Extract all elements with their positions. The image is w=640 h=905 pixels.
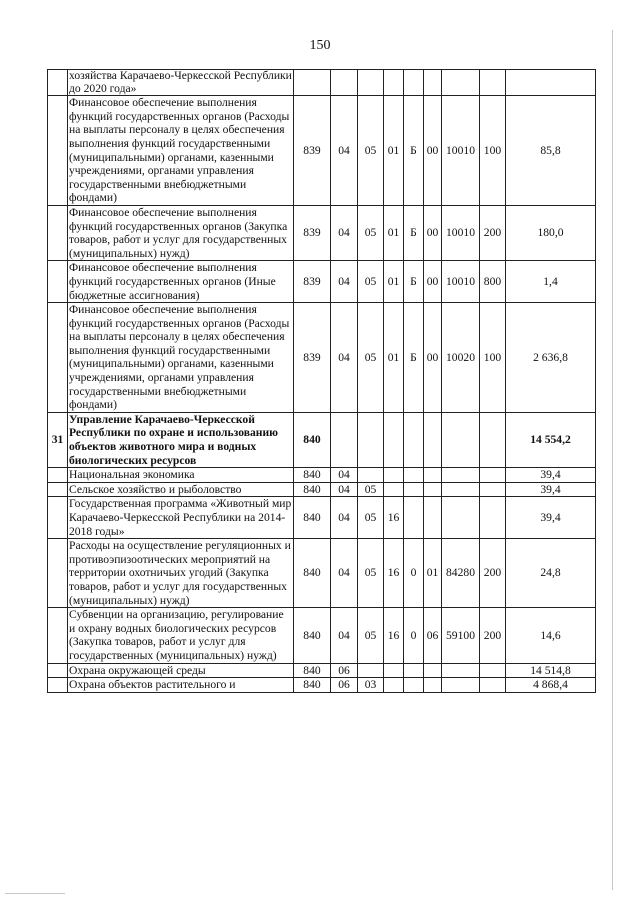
program-code-cell (384, 678, 404, 693)
amount-cell: 39,4 (506, 482, 596, 497)
expense-type-cell (480, 468, 506, 483)
row-number-cell (48, 482, 68, 497)
subprogram-code-cell (404, 482, 424, 497)
direction-code-cell (442, 70, 480, 96)
program-code-cell (384, 482, 404, 497)
activity-code-cell: 00 (424, 205, 442, 260)
direction-code-cell: 10010 (442, 96, 480, 206)
subprogram-code-cell (404, 468, 424, 483)
subprogram-code-cell: 0 (404, 608, 424, 663)
activity-code-cell: 00 (424, 303, 442, 413)
activity-code-cell: 01 (424, 539, 442, 608)
admin-code-cell: 840 (294, 663, 331, 678)
row-number-cell (48, 663, 68, 678)
row-number-cell (48, 96, 68, 206)
amount-cell: 39,4 (506, 468, 596, 483)
expense-type-cell: 200 (480, 608, 506, 663)
subsection-code-cell (358, 70, 384, 96)
program-code-cell (384, 412, 404, 467)
table-row (48, 678, 596, 693)
subsection-code-cell: 05 (358, 539, 384, 608)
expense-type-cell: 200 (480, 539, 506, 608)
subsection-code-cell: 05 (358, 303, 384, 413)
item-name-cell: Расходы на осуществление регуляционных и противоэпизоотических мероприятий на территории охотничьих угодий (Закупка товаров, работ и услуг для государственных (муниципальных) нужд) (68, 539, 294, 608)
activity-code-cell (424, 468, 442, 483)
activity-code-cell (424, 482, 442, 497)
expense-type-cell (480, 678, 506, 693)
table-row (48, 96, 596, 206)
subprogram-code-cell: Б (404, 303, 424, 413)
direction-code-cell (442, 497, 480, 539)
expense-type-cell: 100 (480, 303, 506, 413)
subprogram-code-cell (404, 70, 424, 96)
admin-code-cell: 840 (294, 539, 331, 608)
activity-code-cell (424, 412, 442, 467)
expense-type-cell (480, 482, 506, 497)
row-number-cell (48, 70, 68, 96)
right-margin-rule (612, 30, 613, 890)
direction-code-cell: 10010 (442, 261, 480, 303)
activity-code-cell (424, 497, 442, 539)
item-name-cell: Государственная программа «Животный мир Карачаево-Черкесской Республики на 2014-2018 годы» (68, 497, 294, 539)
table-row (48, 663, 596, 678)
direction-code-cell (442, 482, 480, 497)
subprogram-code-cell: Б (404, 96, 424, 206)
expense-type-cell (480, 497, 506, 539)
item-name-cell: хозяйства Карачаево-Черкесской Республики до 2020 года» (69, 69, 292, 95)
item-name-cell: Национальная экономика (68, 468, 294, 483)
direction-code-cell: 59100 (442, 608, 480, 663)
admin-code-cell: 840 (294, 678, 331, 693)
admin-code-cell: 839 (294, 96, 331, 206)
subsection-code-cell: 05 (358, 205, 384, 260)
amount-cell: 1,4 (506, 261, 596, 303)
program-code-cell: 16 (384, 539, 404, 608)
item-name-cell: Финансовое обеспечение выполнения функций государственных органов (Закупка товаров, работ и услуг для государственных (муниципальных) нужд) (68, 205, 294, 260)
row-number-cell (48, 678, 68, 693)
section-code-cell: 04 (331, 468, 358, 483)
item-name-cell: Финансовое обеспечение выполнения функций государственных органов (Расходы на выплаты персоналу в целях обеспечения выполнения функций государственными (муниципальными) органами, казенными учреждениями, органами управления государственными внебюджетными фондами) (68, 303, 294, 413)
section-code-cell: 06 (331, 678, 358, 693)
program-code-cell: 01 (384, 303, 404, 413)
row-number-cell (48, 303, 68, 413)
direction-code-cell: 84280 (442, 539, 480, 608)
activity-code-cell: 00 (424, 261, 442, 303)
direction-code-cell (442, 663, 480, 678)
amount-cell: 85,8 (506, 96, 596, 206)
expense-type-cell: 100 (480, 96, 506, 206)
table-row (48, 261, 596, 303)
subsection-code-cell: 05 (358, 261, 384, 303)
item-name-cell: Охрана объектов растительного и (68, 678, 294, 693)
program-code-cell (384, 70, 404, 96)
section-code-cell: 06 (331, 663, 358, 678)
subprogram-code-cell (404, 497, 424, 539)
row-number-cell (48, 261, 68, 303)
item-name-cell: Сельское хозяйство и рыболовство (68, 482, 294, 497)
direction-code-cell (442, 678, 480, 693)
subsection-code-cell: 05 (358, 497, 384, 539)
subsection-code-cell: 05 (358, 608, 384, 663)
expense-type-cell (480, 663, 506, 678)
admin-code-cell: 840 (294, 468, 331, 483)
section-code-cell: 04 (331, 205, 358, 260)
subsection-code-cell (358, 468, 384, 483)
subprogram-code-cell: 0 (404, 539, 424, 608)
direction-code-cell (442, 468, 480, 483)
admin-code-cell: 840 (294, 482, 331, 497)
table-row (48, 303, 596, 413)
amount-cell: 39,4 (506, 497, 596, 539)
section-code-cell: 04 (331, 96, 358, 206)
subsection-code-cell (358, 663, 384, 678)
section-code-cell (331, 70, 358, 96)
activity-code-cell: 06 (424, 608, 442, 663)
row-number-cell: 31 (48, 412, 68, 467)
subprogram-code-cell: Б (404, 261, 424, 303)
row-number-cell (48, 608, 68, 663)
item-name-cell: Субвенции на организацию, регулирование и охрану водных биологических ресурсов (Закупка товаров, работ и услуг для государственных (муниципальных) нужд) (68, 608, 294, 663)
program-code-cell: 01 (384, 205, 404, 260)
amount-cell: 14,6 (506, 608, 596, 663)
page-number: 150 (309, 38, 331, 53)
direction-code-cell: 10010 (442, 205, 480, 260)
amount-cell: 24,8 (506, 539, 596, 608)
program-code-cell: 01 (384, 261, 404, 303)
subsection-code-cell: 03 (358, 678, 384, 693)
subprogram-code-cell (404, 678, 424, 693)
program-code-cell: 01 (384, 96, 404, 206)
table-row (48, 70, 596, 96)
activity-code-cell (424, 663, 442, 678)
section-code-cell: 04 (331, 539, 358, 608)
table-row (48, 205, 596, 260)
program-code-cell (384, 663, 404, 678)
item-name-cell: Финансовое обеспечение выполнения функций государственных органов (Расходы на выплаты персоналу в целях обеспечения выполнения функций государственными (муниципальными) органами, казенными учреждениями, органами управления государственными внебюджетными фондами) (68, 96, 294, 206)
admin-code-cell: 839 (294, 205, 331, 260)
amount-cell: 14 514,8 (506, 663, 596, 678)
amount-cell: 4 868,4 (506, 678, 596, 693)
direction-code-cell: 10020 (442, 303, 480, 413)
activity-code-cell (424, 678, 442, 693)
table-row (48, 608, 596, 663)
row-number-cell (48, 539, 68, 608)
item-name-cell: Управление Карачаево-Черкесской Республики по охране и использованию объектов животного мира и водных биологических ресурсов (68, 412, 294, 467)
budget-table (47, 69, 596, 693)
row-number-cell (48, 468, 68, 483)
bottom-margin-rule (5, 893, 65, 894)
table-row (48, 482, 596, 497)
table-row (48, 468, 596, 483)
table-row (48, 497, 596, 539)
amount-cell: 14 554,2 (506, 412, 596, 467)
admin-code-cell: 840 (294, 497, 331, 539)
section-code-cell: 04 (331, 497, 358, 539)
section-code-cell: 04 (331, 608, 358, 663)
program-code-cell: 16 (384, 608, 404, 663)
table-row (48, 539, 596, 608)
activity-code-cell (424, 70, 442, 96)
item-name-cell: Финансовое обеспечение выполнения функций государственных органов (Иные бюджетные ассигнования) (68, 261, 294, 303)
direction-code-cell (442, 412, 480, 467)
amount-cell: 180,0 (506, 205, 596, 260)
program-code-cell: 16 (384, 497, 404, 539)
admin-code-cell (294, 70, 331, 96)
section-code-cell: 04 (331, 482, 358, 497)
section-code-cell: 04 (331, 303, 358, 413)
subprogram-code-cell (404, 663, 424, 678)
amount-cell: 2 636,8 (506, 303, 596, 413)
admin-code-cell: 840 (294, 608, 331, 663)
admin-code-cell: 839 (294, 261, 331, 303)
expense-type-cell: 200 (480, 205, 506, 260)
expense-type-cell: 800 (480, 261, 506, 303)
subsection-code-cell: 05 (358, 96, 384, 206)
row-number-cell (48, 497, 68, 539)
table-row (48, 412, 596, 467)
row-number-cell (48, 205, 68, 260)
subprogram-code-cell (404, 412, 424, 467)
subsection-code-cell (358, 412, 384, 467)
admin-code-cell: 840 (294, 412, 331, 467)
expense-type-cell (480, 70, 506, 96)
subprogram-code-cell: Б (404, 205, 424, 260)
item-name-cell: Охрана окружающей среды (68, 663, 294, 678)
activity-code-cell: 00 (424, 96, 442, 206)
expense-type-cell (480, 412, 506, 467)
admin-code-cell: 839 (294, 303, 331, 413)
section-code-cell (331, 412, 358, 467)
subsection-code-cell: 05 (358, 482, 384, 497)
program-code-cell (384, 468, 404, 483)
amount-cell (506, 70, 596, 96)
section-code-cell: 04 (331, 261, 358, 303)
